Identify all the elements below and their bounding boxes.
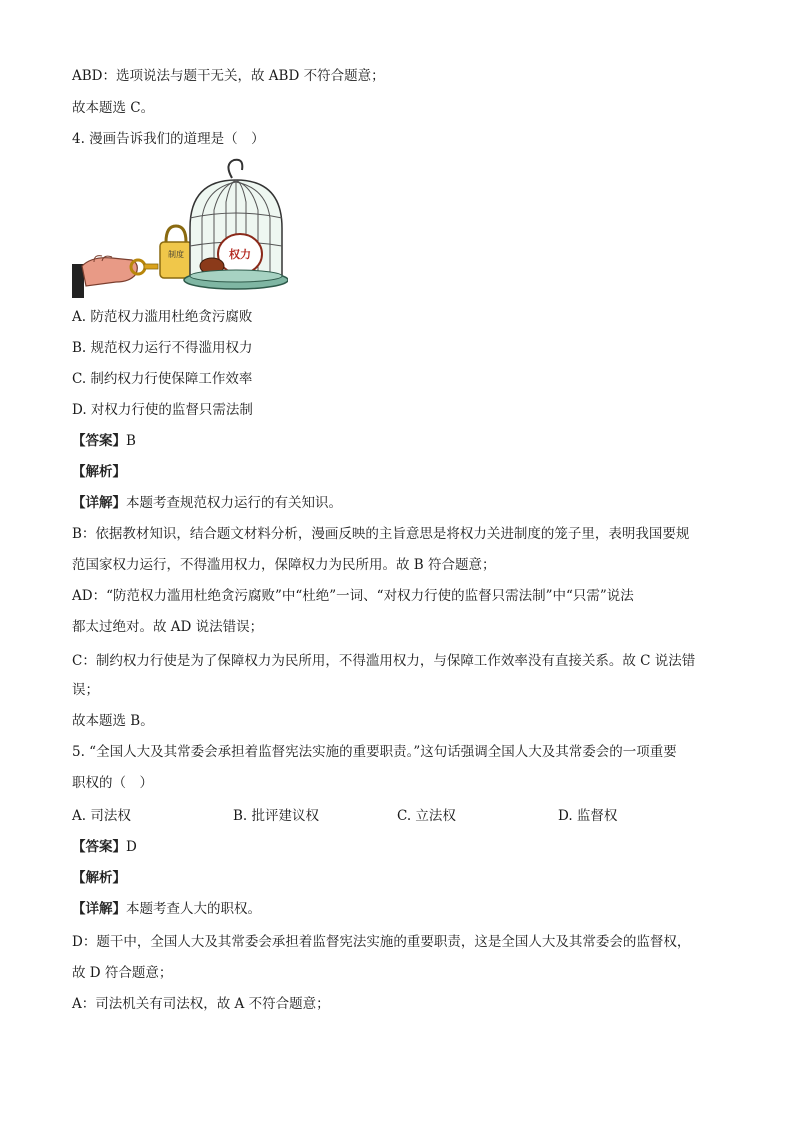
analysis-label: 【解析】 xyxy=(72,870,126,886)
padlock-icon xyxy=(160,242,192,278)
hand-shape xyxy=(82,258,137,286)
text-line: 故 D 符合题意； xyxy=(72,965,173,981)
option-d: D. 监督权 xyxy=(558,808,618,824)
text-line: 范国家权力运行，不得滥用权力，保障权力为民所用。故 B 符合题意； xyxy=(72,557,496,573)
analysis-label: 【解析】 xyxy=(72,464,126,480)
option-a: A. 防范权力滥用杜绝贪污腐败 xyxy=(72,309,253,325)
text-line: 误； xyxy=(72,682,99,698)
answer-value: D xyxy=(126,839,137,855)
option-b: B. 规范权力运行不得滥用权力 xyxy=(72,340,253,356)
answer-label: 【答案】 xyxy=(72,839,126,855)
text-line: 都太过绝对。故 AD 说法错误； xyxy=(72,619,264,635)
detail-text: 本题考查规范权力运行的有关知识。 xyxy=(126,495,342,511)
text-line: 故本题选 B。 xyxy=(72,713,154,729)
question-5: 5. “全国人大及其常委会承担着监督宪法实施的重要职责。”这句话强调全国人大及其常委会的一项重要 xyxy=(72,744,677,760)
cage-hook xyxy=(228,160,242,178)
text-line: B：依据教材知识，结合题文材料分析，漫画反映的主旨意思是将权力关进制度的笼子里，表明我国要规 xyxy=(72,526,690,542)
option-c: C. 立法权 xyxy=(397,808,456,824)
detail-text: 本题考查人大的职权。 xyxy=(126,901,261,917)
text-line: 故本题选 C。 xyxy=(72,100,155,116)
padlock-label: 制度 xyxy=(168,250,184,259)
detail-label: 【详解】 xyxy=(72,901,126,917)
question-5-cont: 职权的（ ） xyxy=(72,775,153,791)
option-a: A. 司法权 xyxy=(72,808,131,824)
option-d: D. 对权力行使的监督只需法制 xyxy=(72,402,253,418)
option-b: B. 批评建议权 xyxy=(233,808,320,824)
answer-line xyxy=(72,838,722,856)
answer-label: 【答案】 xyxy=(72,433,126,449)
cage-cartoon-illustration xyxy=(72,158,288,300)
text-line: C：制约权力行使是为了保障权力为民所用，不得滥用权力，与保障工作效率没有直接关系。故 C 说法错 xyxy=(72,653,696,669)
detail-line xyxy=(72,494,722,512)
text-line: AD：“防范权力滥用杜绝贪污腐败”中“杜绝”一词、“对权力行使的监督只需法制”中“只需”说法 xyxy=(72,588,634,604)
text-line: ABD：选项说法与题干无关，故 ABD 不符合题意； xyxy=(72,68,385,84)
detail-label: 【详解】 xyxy=(72,495,126,511)
option-c: C. 制约权力行使保障工作效率 xyxy=(72,371,253,387)
answer-line xyxy=(72,432,722,450)
detail-line xyxy=(72,900,722,918)
text-line: D：题干中，全国人大及其常委会承担着监督宪法实施的重要职责，这是全国人大及其常委会的监督权， xyxy=(72,934,691,950)
question-4: 4. 漫画告诉我们的道理是（ ） xyxy=(72,131,265,147)
answer-value: B xyxy=(126,433,136,449)
power-label: 权力 xyxy=(229,248,251,261)
text-line: A：司法机关有司法权，故 A 不符合题意； xyxy=(72,996,330,1012)
